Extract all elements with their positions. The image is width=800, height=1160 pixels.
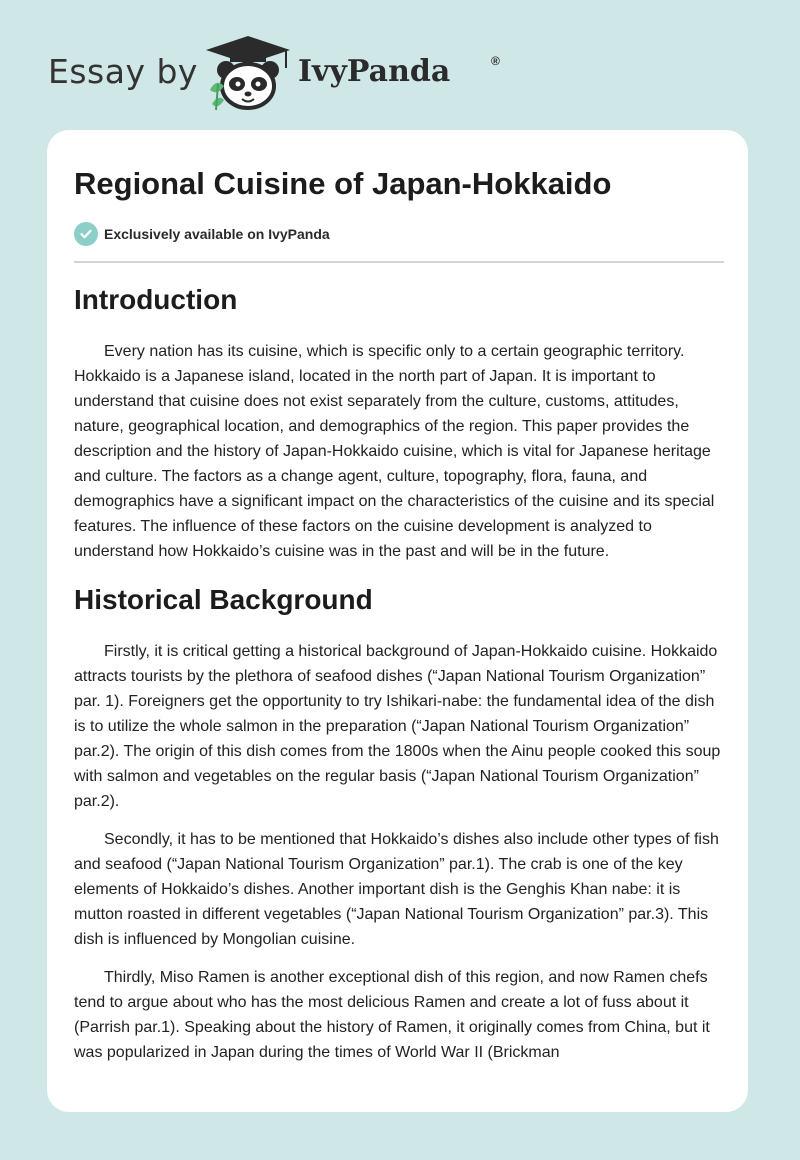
paragraph: Thirdly, Miso Ramen is another exceptional dish of this region, and now Ramen chefs tend to argue about who has the most delicious Ramen and create a lot of fuss about it (Parrish par.1). Speaking about the history of Ramen, it originally comes from China, but it was popularized in Japan during the times of World War II (Brickman [74, 969, 710, 1061]
brand-prefix: Essay by [48, 52, 198, 91]
exclusive-badge-text: Exclusively available on IvyPanda [104, 226, 330, 242]
section-heading-introduction: Introduction [74, 284, 238, 315]
paragraph: Firstly, it is critical getting a historical background of Japan-Hokkaido cuisine. Hokkaido attracts tourists by the plethora of seafood dishes (“Japan National Tourism Organization” par. 1). Foreigners get the opportunity to try Ishikari-nabe: the fundamental idea of the dish is to utilize the whole salmon in the preparation (“Japan National Tourism Organization” par.2). The origin of this dish comes from the 1800s when the Ainu people cooked this soup with salmon and vegetables on the regular basis (“Japan National Tourism Organization” par.2). [74, 643, 721, 810]
title-divider [74, 261, 724, 263]
section-heading-historical-background: Historical Background [74, 584, 373, 615]
panda-graduate-icon [202, 34, 294, 112]
site-brand[interactable] [48, 34, 508, 114]
paragraph: Every nation has its cuisine, which is specific only to a certain geographic territory. Hokkaido is a Japanese island, located in the north part of Japan. It is important to understand that cuisine does not exist separately from the culture, customs, attitudes, nature, geographical location, and demographics of the region. This paper provides the description and the history of Japan-Hokkaido cuisine, which is vital for Japanese heritage and culture. The factors as a change agent, culture, topography, flora, fauna, and demographics have a significant impact on the characteristics of the cuisine and its special features. The influence of these factors on the cuisine development is analyzed to understand how Hokkaido’s cuisine was in the past and will be in the future. [74, 343, 715, 560]
essay-card [47, 130, 748, 1112]
essay-body [74, 283, 724, 1078]
page-title: Regional Cuisine of Japan-Hokkaido [74, 166, 612, 201]
paragraph: Secondly, it has to be mentioned that Hokkaido’s dishes also include other types of fish and seafood (“Japan National Tourism Organization” par.1). The crab is one of the key elements of Hokkaido’s dishes. Another important dish is the Genghis Khan nabe: it is mutton roasted in different vegetables (“Japan National Tourism Organization” par.3). This dish is influenced by Mongolian cuisine. [74, 831, 719, 948]
registered-mark: ® [491, 54, 500, 68]
checkmark-icon [74, 222, 98, 246]
exclusive-badge [74, 222, 330, 246]
brand-name: IvyPanda [298, 54, 451, 89]
